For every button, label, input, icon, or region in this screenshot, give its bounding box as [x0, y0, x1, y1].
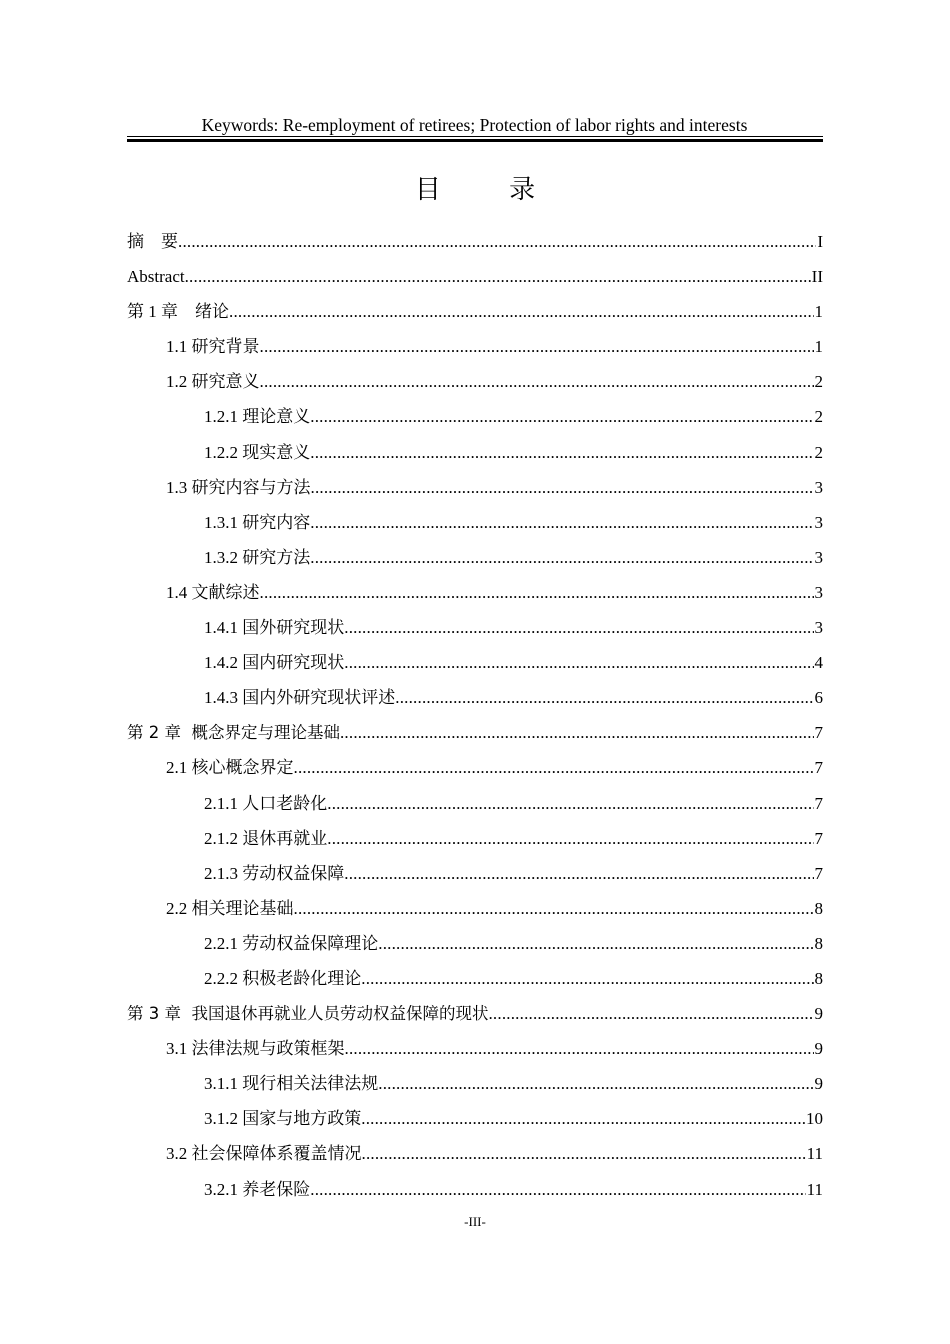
toc-dot-leader [362, 1136, 806, 1171]
toc-entry-page-number: 9 [814, 1074, 823, 1094]
toc-dot-leader [344, 856, 813, 891]
toc-entry-label: 3.2 社会保障体系覆盖情况 [166, 1144, 362, 1164]
toc-entry-page-number: 8 [814, 933, 823, 953]
toc-entry-page-number: 3 [814, 477, 823, 497]
toc-entry[interactable] [127, 680, 823, 715]
toc-entry-page-number: 7 [814, 758, 823, 778]
toc-entry-label: 1.4.1 国外研究现状 [204, 618, 345, 638]
header-rule-thick [127, 139, 823, 142]
toc-entry-label: 第 2 章 概念界定与理论基础 [127, 723, 340, 743]
toc-entry-label: 2.2 相关理论基础 [166, 898, 294, 918]
toc-entry[interactable] [127, 470, 823, 505]
toc-entry-label: 1.2.1 理论意义 [204, 407, 311, 427]
toc-dot-leader [378, 1066, 813, 1101]
toc-entry-label: 3.1 法律法规与政策框架 [166, 1039, 345, 1059]
toc-entry[interactable] [127, 1066, 823, 1101]
toc-entry-page-number: 3 [814, 618, 823, 638]
toc-entry-label: 摘 要 [127, 232, 178, 251]
toc-entry-page-number: 1 [814, 302, 823, 322]
toc-dot-leader [260, 575, 814, 610]
toc-entry-page-number: 2 [814, 372, 823, 392]
toc-entry[interactable] [127, 926, 823, 961]
toc-entry[interactable] [127, 294, 823, 329]
toc-dot-leader [185, 259, 811, 294]
toc-dot-leader [311, 470, 814, 505]
toc-dot-leader [294, 891, 814, 926]
toc-dot-leader [310, 399, 813, 434]
toc-dot-leader [344, 645, 813, 680]
toc-entry[interactable] [127, 891, 823, 926]
toc-entry[interactable] [127, 1172, 823, 1207]
toc-dot-leader [310, 505, 813, 540]
toc-entry-label: 1.4.2 国内研究现状 [204, 653, 345, 673]
toc-dot-leader [260, 364, 814, 399]
toc-dot-leader [327, 786, 813, 821]
toc-entry[interactable] [127, 329, 823, 364]
toc-entry-page-number: 3 [814, 582, 823, 602]
toc-entry-label: 第 1 章 绪论 [127, 302, 229, 322]
toc-dot-leader [310, 435, 813, 470]
toc-entry-label: 2.2.1 劳动权益保障理论 [204, 933, 379, 953]
toc-entry-label: 2.1.2 退休再就业 [204, 828, 328, 848]
toc-dot-leader [294, 750, 814, 785]
toc-dot-leader [488, 996, 813, 1031]
toc-entry[interactable] [127, 715, 823, 750]
toc-dot-leader [361, 1101, 805, 1136]
toc-dot-leader [340, 715, 814, 750]
toc-entry[interactable] [127, 856, 823, 891]
toc-entry[interactable] [127, 224, 823, 259]
toc-entry[interactable] [127, 399, 823, 434]
toc-entry-page-number: 11 [806, 1179, 823, 1199]
toc-entry-page-number: 1 [814, 337, 823, 357]
toc-entry-label: 2.1.1 人口老龄化 [204, 793, 328, 813]
toc-entry-page-number: 2 [814, 407, 823, 427]
toc-entry[interactable] [127, 821, 823, 856]
toc-entry[interactable] [127, 259, 823, 294]
toc-dot-leader [344, 610, 813, 645]
toc-entry-label: 3.1.2 国家与地方政策 [204, 1109, 362, 1129]
toc-entry-label: 1.1 研究背景 [166, 337, 260, 357]
toc-dot-leader [345, 1031, 814, 1066]
toc-title: 目 录 [414, 175, 566, 205]
toc-dot-leader [229, 294, 814, 329]
toc-entry-page-number: 7 [814, 793, 823, 813]
toc-entry-label: 3.2.1 养老保险 [204, 1179, 311, 1199]
toc-entry[interactable] [127, 575, 823, 610]
toc-entry-page-number: 8 [814, 898, 823, 918]
toc-entry[interactable] [127, 750, 823, 785]
toc-entry[interactable] [127, 364, 823, 399]
toc-entry-label: 2.2.2 积极老龄化理论 [204, 968, 362, 988]
toc-entry-page-number: 11 [806, 1144, 823, 1164]
toc-entry-page-number: 3 [814, 547, 823, 567]
running-header: Keywords: Re-employment of retirees; Protection of labor rights and interests [201, 115, 748, 135]
toc-entry-page-number: 9 [814, 1039, 823, 1059]
toc-entry[interactable] [127, 540, 823, 575]
toc-entry-label: 1.3.2 研究方法 [204, 547, 311, 567]
toc-dot-leader [395, 680, 813, 715]
toc-entry-page-number: 7 [814, 723, 823, 743]
toc-entry-page-number: 4 [814, 653, 823, 673]
toc-dot-leader [378, 926, 813, 961]
toc-entry-label: 2.1 核心概念界定 [166, 758, 294, 778]
toc-dot-leader [361, 961, 813, 996]
toc-entry-label: 3.1.1 现行相关法律法规 [204, 1074, 379, 1094]
toc-entry[interactable] [127, 435, 823, 470]
toc-entry[interactable] [127, 996, 823, 1031]
header-rule-thin [127, 136, 823, 137]
toc-entry-page-number: 2 [814, 442, 823, 462]
toc-entry-label: 第 3 章 我国退休再就业人员劳动权益保障的现状 [127, 1004, 489, 1024]
toc-entry-page-number: 6 [814, 688, 823, 708]
toc-dot-leader [310, 1172, 805, 1207]
toc-entry-label: 1.3 研究内容与方法 [166, 477, 311, 497]
toc-dot-leader [327, 821, 813, 856]
toc-entry-label: 1.4.3 国内外研究现状评述 [204, 688, 396, 708]
toc-entry[interactable] [127, 1136, 823, 1171]
toc-entry-page-number: 8 [814, 968, 823, 988]
toc-entry-page-number: 9 [814, 1004, 823, 1024]
toc-entry-page-number: II [811, 267, 823, 287]
toc-entry-label: 1.2.2 现实意义 [204, 442, 311, 462]
toc-dot-leader [260, 329, 814, 364]
toc-entry-page-number: 7 [814, 863, 823, 883]
toc-entry-page-number: I [817, 232, 823, 251]
table-of-contents [127, 224, 823, 1207]
page-number: -III- [464, 1214, 486, 1229]
toc-entry-page-number: 3 [814, 512, 823, 532]
toc-entry[interactable] [127, 786, 823, 821]
toc-entry[interactable] [127, 961, 823, 996]
toc-entry-label: 2.1.3 劳动权益保障 [204, 863, 345, 883]
toc-dot-leader [310, 540, 813, 575]
toc-entry-label: 1.2 研究意义 [166, 372, 260, 392]
toc-entry[interactable] [127, 1101, 823, 1136]
toc-entry[interactable] [127, 645, 823, 680]
toc-entry-page-number: 7 [814, 828, 823, 848]
toc-entry-page-number: 10 [806, 1109, 823, 1129]
toc-entry-label: 1.3.1 研究内容 [204, 512, 311, 532]
toc-entry[interactable] [127, 505, 823, 540]
toc-entry[interactable] [127, 610, 823, 645]
toc-entry-label: 1.4 文献综述 [166, 582, 260, 602]
toc-entry-label: Abstract [127, 267, 185, 287]
toc-entry[interactable] [127, 1031, 823, 1066]
toc-dot-leader [178, 224, 816, 259]
